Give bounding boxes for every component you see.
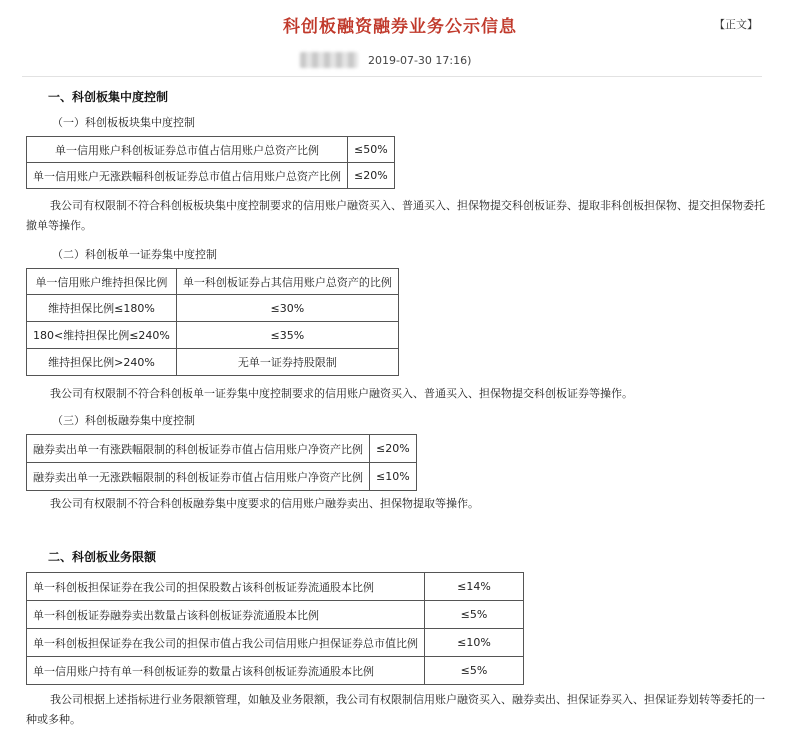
section-2-note: 我公司根据上述指标进行业务限额管理，如触及业务限额，我公司有权限制信用账户融资买入、融券卖出、担保证券买入、担保证券划转等委托的一种或多种。 (26, 693, 765, 726)
subsection-2-title: （二）科创板单一证券集中度控制 (52, 248, 217, 261)
table-row (27, 601, 524, 629)
header-divider (22, 76, 762, 77)
table-row (27, 295, 399, 322)
table-cell: ≤50% (348, 137, 395, 163)
article-tag: 【正文】 (714, 18, 758, 31)
table-header-cell: 单一科创板证券占其信用账户总资产的比例 (176, 269, 398, 295)
table-cell: 无单一证券持股限制 (176, 349, 398, 376)
table-cell: 单一信用账户无涨跌幅科创板证券总市值占信用账户总资产比例 (27, 163, 348, 189)
short-selling-concentration-table (26, 434, 417, 491)
table-cell: 单一信用账户科创板证券总市值占信用账户总资产比例 (27, 137, 348, 163)
board-concentration-table (26, 136, 395, 189)
table-cell: 融券卖出单一无涨跌幅限制的科创板证券市值占信用账户净资产比例 (27, 463, 370, 491)
table-cell: 融券卖出单一有涨跌幅限制的科创板证券市值占信用账户净资产比例 (27, 435, 370, 463)
section-1-title: 一、科创板集中度控制 (48, 90, 169, 104)
table-row (27, 322, 399, 349)
table-row (27, 629, 524, 657)
table-header-row (27, 269, 399, 295)
table-cell: ≤14% (425, 573, 524, 601)
table-row (27, 573, 524, 601)
table-cell: ≤20% (370, 435, 417, 463)
subsection-2-note: 我公司有权限制不符合科创板单一证券集中度控制要求的信用账户融资买入、普通买入、担保物提交科创板证券等操作。 (50, 387, 633, 400)
single-security-concentration-table (26, 268, 399, 376)
table-row (27, 163, 395, 189)
article-meta (300, 52, 471, 68)
table-row (27, 463, 417, 491)
table-cell: ≤30% (176, 295, 398, 322)
table-cell: 单一科创板担保证券在我公司的担保股数占该科创板证券流通股本比例 (27, 573, 425, 601)
publish-datetime: 2019-07-30 17:16) (368, 53, 472, 67)
page-title: 科创板融资融券业务公示信息 (283, 17, 517, 37)
table-row (27, 137, 395, 163)
table-cell: ≤10% (370, 463, 417, 491)
table-header-cell: 单一信用账户维持担保比例 (27, 269, 177, 295)
subsection-3-note: 我公司有权限制不符合科创板融券集中度要求的信用账户融券卖出、担保物提取等操作。 (50, 497, 479, 510)
table-cell: 180<维持担保比例≤240% (27, 322, 177, 349)
table-cell: 维持担保比例≤180% (27, 295, 177, 322)
table-cell: ≤10% (425, 629, 524, 657)
table-row (27, 349, 399, 376)
subsection-1-title: （一）科创板板块集中度控制 (52, 116, 195, 129)
table-cell: 单一科创板证券融券卖出数量占该科创板证券流通股本比例 (27, 601, 425, 629)
subsection-1-note: 我公司有权限制不符合科创板板块集中度控制要求的信用账户融资买入、普通买入、担保物提交科创板证券、提取非科创板担保物、提交担保物委托撤单等操作。 (26, 199, 765, 232)
business-limit-table (26, 572, 524, 685)
table-cell: ≤5% (425, 657, 524, 685)
table-cell: 单一信用账户持有单一科创板证券的数量占该科创板证券流通股本比例 (27, 657, 425, 685)
table-cell: 维持担保比例>240% (27, 349, 177, 376)
table-cell: 单一科创板担保证券在我公司的担保市值占我公司信用账户担保证券总市值比例 (27, 629, 425, 657)
table-cell: ≤5% (425, 601, 524, 629)
table-row (27, 657, 524, 685)
section-2-title: 二、科创板业务限额 (48, 550, 157, 564)
subsection-3-title: （三）科创板融券集中度控制 (52, 414, 195, 427)
redacted-source (300, 52, 358, 68)
table-row (27, 435, 417, 463)
table-cell: ≤20% (348, 163, 395, 189)
table-cell: ≤35% (176, 322, 398, 349)
